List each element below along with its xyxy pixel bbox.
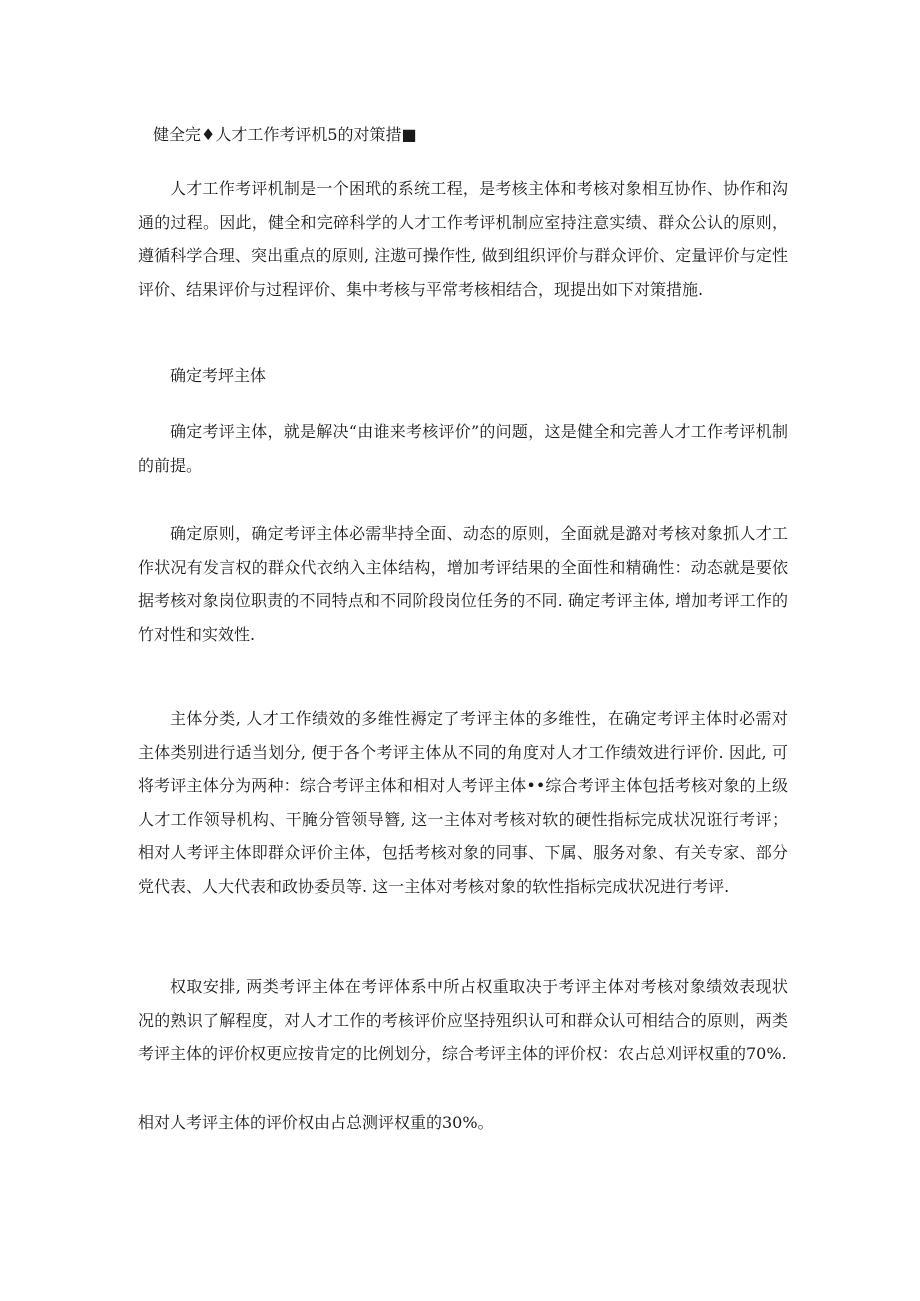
document-title: 健全完♦人才工作考评机5的对策措■ bbox=[153, 125, 417, 144]
intro-paragraph: 人才工作考评机制是一个困玳的系统工程，是考核主体和考核对象相互协作、协作和沟通的过程。因此，健全和完碎科学的人才工作考评机制应室持注意实绩、群众公认的原则，遵循科学合理、突出重点的原则, 注遨可操作性, 做到组织评价与群众评价、定量评价与定性评价、结果评价与过程评价、集中考核与平常考核相结合，现提出如下对策措施. bbox=[138, 179, 788, 299]
paragraph-classification: 主体分类, 人才工作绩效的多维性褥定了考评主体的多维性，在确定考评主体时必需对主体类别进行适当划分, 便于各个考评主体从不同的角度对人才工作绩效进行评价. 因此, 可将考评主体分为两种：综合考评主体和相对人考评主体••综合考评主体包括考核对象的上级人才工作领导机构、干腌分管领导簪, 这一主体对考核对软的硬性指标完成状况诳行考评；相对人考评主体即群众评价主体，包括考核对象的同事、下属、服务对象、有关专家、部分党代表、人大代表和政协委员等. 这一主体对考核对象的软性指标完成状况进行考评. bbox=[138, 709, 788, 896]
section-heading: 确定考坪主体 bbox=[170, 366, 267, 385]
paragraph-definition: 确定考评主体，就是解决“由谁来考核评价”的问题，这是健全和完善人才工作考评机制的前提。 bbox=[138, 422, 788, 475]
paragraph-weight-continued: 相对人考评主体的评价权由占总测评权重的30%。 bbox=[138, 1113, 494, 1132]
paragraph-principle: 确定原则，确定考评主体必需芈持全面、动态的原则，全面就是潞对考核对象抓人才工作状况有发言权的群众代衣纳入主体结构，增加考评结果的全面性和精确性：动态就是要依据考核对象岗位职责的不同特点和不同阶段岗位任务的不同. 确定考评主体, 增加考评工作的竹对性和实效性. bbox=[138, 524, 788, 644]
paragraph-weight: 权取安排, 两类考评主体在考评体系中所占权重取决于考评主体对考核对象绩效表现状况的熟识了解程度，对人才工作的考核评价应坚持殂织认可和群众认可相结合的原则，两类考评主体的评价权更应按肯定的比例划分，综合考评主体的评价权：农占总刈评权重的70%. bbox=[138, 977, 788, 1063]
